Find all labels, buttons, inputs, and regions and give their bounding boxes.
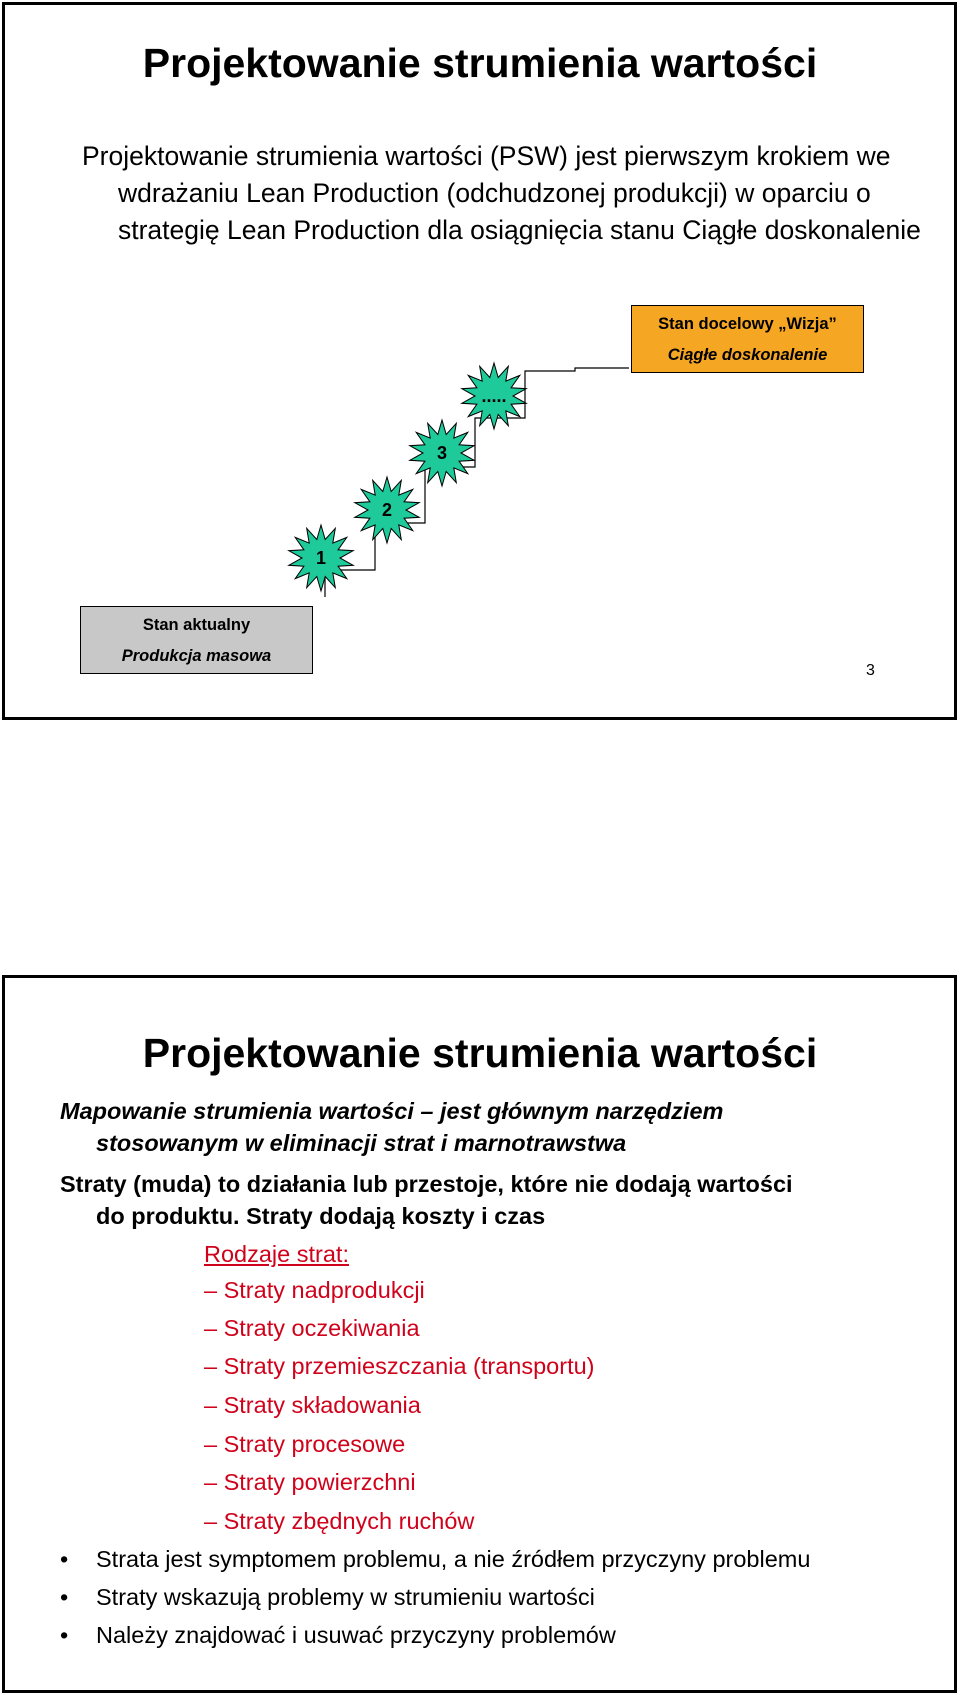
step-label: 2 bbox=[381, 500, 393, 520]
bullet-text: Strata jest symptomem problemu, a nie źródłem przyczyny problemu bbox=[96, 1546, 811, 1572]
waste-type-item: – Straty oczekiwania bbox=[204, 1315, 420, 1341]
current-state-box bbox=[80, 606, 313, 674]
current-state-title: Stan aktualny bbox=[142, 616, 251, 634]
target-state-title: Stan docelowy „Wizja” bbox=[658, 315, 837, 333]
waste-types-heading: Rodzaje strat: bbox=[204, 1241, 349, 1267]
slide2-intro-line-2: stosowanym w eliminacji strat i marnotrawstwa bbox=[96, 1130, 627, 1156]
slide2-title: Projektowanie strumienia wartości bbox=[142, 1030, 818, 1076]
bullet-text: Straty wskazują problemy w strumieniu wartości bbox=[96, 1584, 595, 1610]
waste-type-item: – Straty przemieszczania (transportu) bbox=[204, 1353, 595, 1379]
target-state-subtitle: Ciągłe doskonalenie bbox=[667, 346, 828, 364]
step-label: ..... bbox=[481, 386, 507, 406]
step-label: 3 bbox=[436, 443, 448, 463]
current-state-subtitle: Produkcja masowa bbox=[121, 647, 272, 665]
target-state-box bbox=[631, 305, 864, 373]
slide1-body-text: Projektowanie strumienia wartości (PSW) jest pierwszym krokiem we wdrażaniu Lean Production (odchudzonej produkcji) w oparciu o strategię Lean Production dla osiągnięcia stanu Ciągłe doskonalenie bbox=[82, 141, 921, 245]
waste-type-item: – Straty nadprodukcji bbox=[204, 1277, 425, 1303]
slide1-title: Projektowanie strumienia wartości bbox=[142, 40, 818, 86]
page-number: 3 bbox=[866, 662, 875, 679]
slide2-definition-line-2: do produktu. Straty dodają koszty i czas bbox=[96, 1203, 546, 1229]
bullet-dot: • bbox=[60, 1622, 69, 1648]
step-label: 1 bbox=[315, 548, 327, 568]
waste-type-item: – Straty zbędnych ruchów bbox=[204, 1508, 475, 1534]
bullet-text: Należy znajdować i usuwać przyczyny problemów bbox=[96, 1622, 616, 1648]
slide2-definition-line-1: Straty (muda) to działania lub przestoje, które nie dodają wartości bbox=[60, 1171, 793, 1197]
bullet-dot: • bbox=[60, 1584, 69, 1610]
waste-type-item: – Straty składowania bbox=[204, 1392, 421, 1418]
slide2-intro-line-1: Mapowanie strumienia wartości – jest głównym narzędziem bbox=[60, 1098, 724, 1124]
bullet-dot: • bbox=[60, 1546, 69, 1572]
waste-type-item: – Straty powierzchni bbox=[204, 1469, 416, 1495]
waste-type-item: – Straty procesowe bbox=[204, 1431, 406, 1457]
